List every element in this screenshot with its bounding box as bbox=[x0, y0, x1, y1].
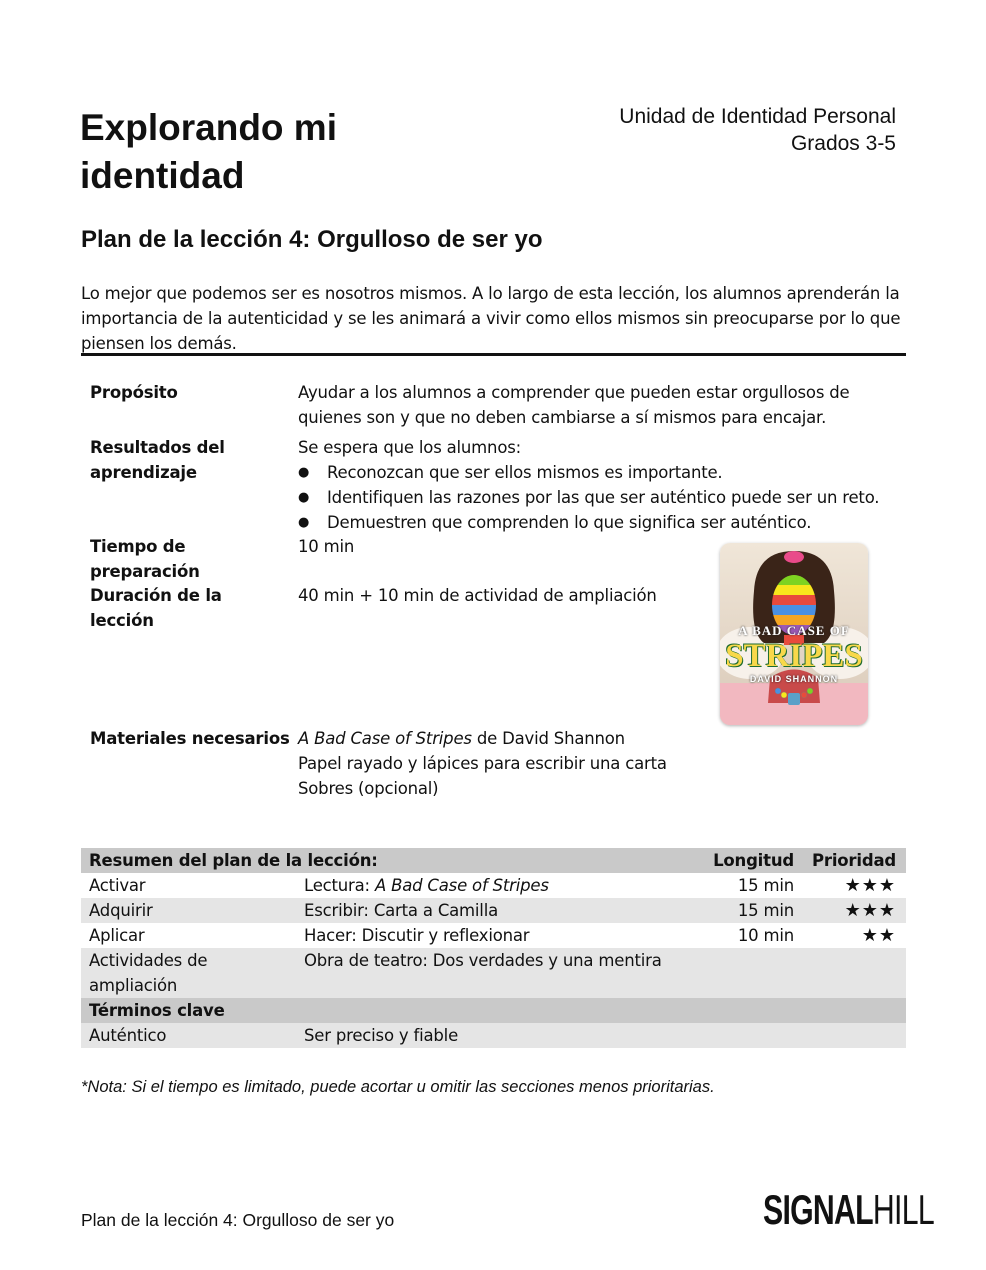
material-item: Papel rayado y lápices para escribir una carta bbox=[298, 754, 667, 773]
term-cell: Auténtico bbox=[89, 1026, 167, 1045]
materials-value bbox=[298, 726, 898, 801]
duration-label: Duración de la lección bbox=[90, 586, 222, 630]
time-note: *Nota: Si el tiempo es limitado, puede acortar u omitir las secciones menos prioritarias. bbox=[81, 1078, 715, 1096]
priority-stars: ★★★ bbox=[844, 875, 896, 896]
outcome-item: ● Identifiquen las razones por las que ser auténtico puede ser un reto. bbox=[298, 485, 898, 510]
terms-header: Términos clave bbox=[89, 1001, 225, 1020]
priority-header: Prioridad bbox=[812, 851, 896, 870]
definition-cell: Ser preciso y fiable bbox=[304, 1026, 459, 1045]
cover-title-small: A BAD CASE OF bbox=[738, 623, 850, 638]
book-title: A Bad Case of Stripes bbox=[298, 729, 472, 748]
table-header-row bbox=[81, 848, 906, 873]
purpose-value: Ayudar a los alumnos a comprender que pueden estar orgullosos de quienes son y que no deben cambiarse a sí mismos para encajar. bbox=[298, 383, 850, 427]
activity-prefix: Lectura: bbox=[304, 876, 375, 895]
activity-cell: Hacer: Discutir y reflexionar bbox=[304, 926, 530, 945]
table-row bbox=[81, 1023, 906, 1048]
table-row bbox=[81, 948, 906, 998]
purpose-label: Propósito bbox=[90, 383, 178, 402]
signalhill-logo bbox=[763, 1186, 934, 1234]
length-cell: 15 min bbox=[737, 876, 794, 895]
phase-cell: Actividades de ampliación bbox=[89, 951, 208, 995]
book-author: de David Shannon bbox=[471, 729, 625, 748]
outcome-item: ● Reconozcan que ser ellos mismos es importante. bbox=[298, 460, 898, 485]
material-item: Sobres (opcional) bbox=[298, 779, 439, 798]
activity-cell bbox=[304, 873, 549, 898]
outcomes-list bbox=[298, 460, 898, 535]
table-row bbox=[81, 923, 906, 948]
lesson-intro: Lo mejor que podemos ser es nosotros mismos. A lo largo de esta lección, los alumnos aprenderán la importancia de la autenticidad y se les animará a vivir como ellos mismos sin preocuparse por lo que piensen los demás. bbox=[81, 284, 901, 353]
unit-name: Unidad de Identidad Personal bbox=[619, 105, 896, 128]
length-cell: 15 min bbox=[737, 901, 794, 920]
lesson-subtitle: Plan de la lección 4: Orgulloso de ser yo bbox=[81, 226, 543, 253]
prep-value: 10 min bbox=[298, 537, 355, 556]
terms-header-row bbox=[81, 998, 906, 1023]
activity-book-title: A Bad Case of Stripes bbox=[374, 876, 549, 895]
logo-thin: HILL bbox=[872, 1186, 934, 1233]
lesson-summary-table bbox=[81, 848, 906, 1048]
materials-label: Materiales necesarios bbox=[90, 729, 290, 748]
activity-cell: Escribir: Carta a Camilla bbox=[304, 901, 498, 920]
priority-stars: ★★ bbox=[861, 925, 896, 946]
page-title: Explorando mi identidad bbox=[80, 107, 337, 196]
logo-bold: SIGNAL bbox=[763, 1186, 873, 1233]
grade-range: Grados 3-5 bbox=[790, 132, 896, 155]
length-cell: 10 min bbox=[737, 926, 794, 945]
phase-cell: Adquirir bbox=[89, 901, 153, 920]
cover-title-big: STRIPES bbox=[725, 638, 863, 674]
duration-value: 40 min + 10 min de actividad de ampliación bbox=[298, 586, 657, 605]
priority-stars: ★★★ bbox=[844, 900, 896, 921]
outcome-item: ● Demuestren que comprenden lo que significa ser auténtico. bbox=[298, 510, 898, 535]
outcomes-label: Resultados del aprendizaje bbox=[90, 438, 225, 482]
footer-text: Plan de la lección 4: Orgulloso de ser yo bbox=[81, 1210, 395, 1230]
phase-cell: Activar bbox=[89, 876, 146, 895]
book-cover-image bbox=[720, 543, 868, 725]
summary-header: Resumen del plan de la lección: bbox=[89, 851, 378, 870]
length-header: Longitud bbox=[713, 851, 794, 870]
outcomes-intro: Se espera que los alumnos: bbox=[298, 438, 521, 457]
prep-label: Tiempo de preparación bbox=[90, 537, 200, 581]
divider bbox=[81, 353, 906, 356]
phase-cell: Aplicar bbox=[89, 926, 145, 945]
outcomes-value bbox=[298, 435, 898, 535]
unit-info bbox=[619, 103, 896, 157]
table-row bbox=[81, 898, 906, 923]
table-row bbox=[81, 873, 906, 898]
material-item bbox=[298, 726, 898, 751]
cover-author: DAVID SHANNON bbox=[749, 674, 839, 684]
activity-cell: Obra de teatro: Dos verdades y una mentira bbox=[304, 951, 662, 970]
